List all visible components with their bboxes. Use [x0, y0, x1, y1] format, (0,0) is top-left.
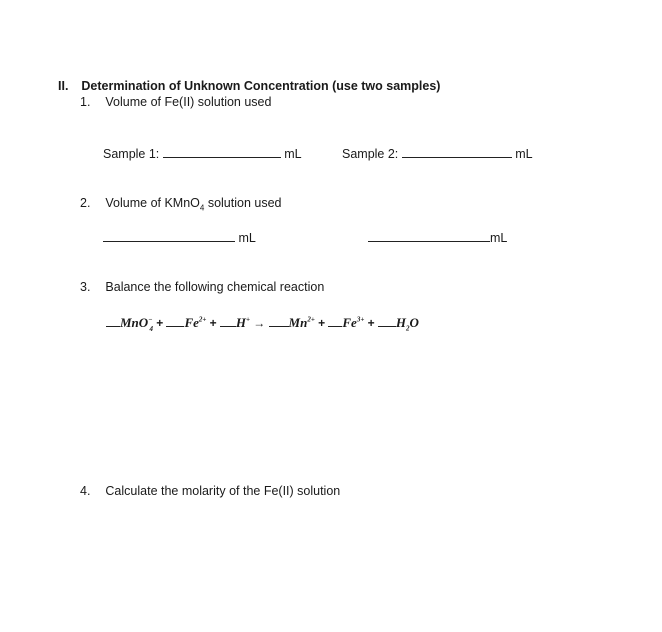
plus-3: +: [318, 316, 326, 330]
sample2-unit: mL: [515, 147, 533, 161]
sample2-label: Sample 2:: [342, 147, 399, 161]
q1-number: 1.: [80, 95, 91, 109]
coef-blank-h2o[interactable]: [378, 325, 396, 327]
question-2: [80, 196, 282, 213]
sample1-blank[interactable]: [163, 156, 281, 158]
species-fe2: $Fe^{2+}$: [184, 315, 207, 330]
kmno4-blank-1[interactable]: [103, 240, 235, 242]
plus-4: +: [367, 316, 375, 330]
q4-text: Calculate the molarity of the Fe(II) solution: [105, 484, 341, 498]
plus-1: +: [156, 316, 164, 330]
coef-blank-h[interactable]: [220, 325, 236, 327]
sample1-unit: mL: [284, 147, 302, 161]
q4-number: 4.: [80, 484, 91, 498]
coef-blank-fe2[interactable]: [166, 325, 184, 327]
q1-text: Volume of Fe(II) solution used: [105, 95, 272, 109]
q2-text-after: solution used: [204, 196, 282, 210]
species-mno4: MnO−$_4$: [120, 315, 153, 333]
q2-subscript: 4: [199, 203, 205, 213]
kmno4-unit-1: mL: [238, 231, 256, 245]
question-1: [80, 95, 271, 109]
coef-blank-mno4[interactable]: [106, 325, 120, 327]
sample1-row: [103, 147, 302, 161]
sample2-blank[interactable]: [402, 156, 512, 158]
kmno4-volume-1: [103, 231, 256, 245]
species-h2o: $H_2O$: [395, 315, 419, 333]
q2-text-before: Volume of KMnO: [105, 196, 200, 210]
kmno4-blank-2[interactable]: [368, 240, 490, 242]
q3-number: 3.: [80, 280, 91, 294]
question-4: [80, 484, 340, 498]
coef-blank-fe3[interactable]: [328, 325, 342, 327]
chemical-reaction: [106, 315, 419, 333]
q3-text: Balance the following chemical reaction: [105, 280, 325, 294]
section-number: II.: [58, 79, 69, 93]
sample1-label: Sample 1:: [103, 147, 160, 161]
species-h: H+: [235, 315, 251, 330]
kmno4-unit-2: mL: [490, 231, 508, 245]
kmno4-volume-2: [368, 231, 507, 245]
section-heading: [58, 79, 440, 93]
coef-blank-mn2[interactable]: [269, 325, 289, 327]
section-title: Determination of Unknown Concentration (use two samples): [81, 79, 441, 93]
species-mn2: $Mn^{2+}$: [288, 315, 315, 330]
question-3: [80, 280, 324, 294]
plus-2: +: [209, 316, 217, 330]
q2-number: 2.: [80, 196, 91, 210]
sample2-row: [342, 147, 533, 161]
reaction-arrow: →: [253, 316, 266, 330]
species-fe3: $Fe^{3+}$: [342, 315, 365, 330]
